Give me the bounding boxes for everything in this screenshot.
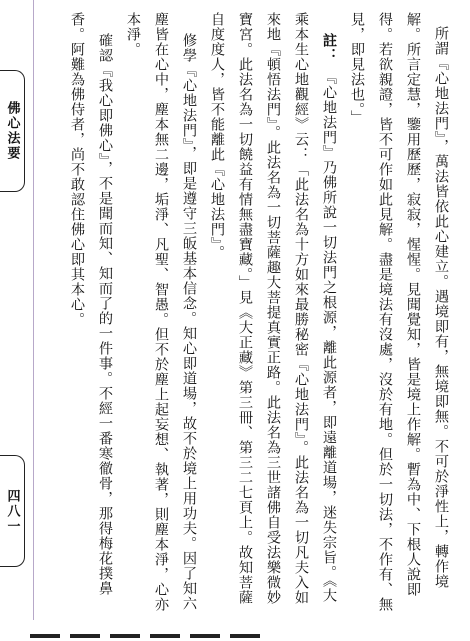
bottom-rule	[0, 627, 470, 641]
rule-segment	[150, 634, 180, 638]
note-paragraph-2: 修學『心地法門』，即是遵守三皈基本信念。知心即道場，故不於境上用功夫。因了知六塵皆在心中，塵本無二邊，垢淨、凡聖、智愚。但不於塵上起妄想、執著，則塵本淨，心亦本淨。	[125, 12, 197, 612]
note-paragraph-1	[203, 12, 343, 617]
rule-segment	[70, 634, 100, 638]
note-text-1: 『心地法門』乃佛所說一切法門之根源，離此源者，即遠離道場，迷失宗旨。《大乘本生心地觀經》云：「此法名為十方如來最勝秘密『心地法門』。此法名為一切凡夫入如來地『頓悟法門』。此法名為一切菩薩趣大菩提真實正路。此法名為三世諸佛自受法樂微妙寶宮。此法名為一切饒益有情無盡寶藏。」見《大正藏》第三冊、第三二七頁上。故知菩薩自度度人，皆不能離此『心地法門』。	[209, 12, 337, 605]
note-paragraph-3: 確認『我心即佛心』，不是聞而知、知而了的一件事。不經一番寒徹骨，那得梅花撲鼻香。阿難為佛侍者，尚不敢認住佛心即其本心。	[69, 12, 113, 597]
rule-segment	[230, 634, 260, 638]
book-title-tab	[0, 70, 25, 192]
book-title: 佛心法要	[4, 101, 20, 161]
rule-segment	[190, 634, 220, 638]
page-number: 四八一	[4, 488, 20, 534]
rule-segment	[110, 634, 140, 638]
note-label: 註：	[321, 33, 337, 64]
body-text	[50, 12, 455, 617]
main-paragraph: 所謂『心地法門』，萬法皆依此心建立。遇境即有，無境即無。不可於淨性上，轉作境解。所言定慧，鑒用歷歷，寂寂，惺惺。見聞覺知，皆是境上作解。暫為中、下根人說即得。若欲親證，皆不可作如此見解。盡是境法有沒處，沒於有地。但於一切法，不作有、無見，即見法也。」	[349, 12, 449, 612]
page-number-tab	[0, 455, 25, 567]
rule-segment	[30, 634, 60, 638]
